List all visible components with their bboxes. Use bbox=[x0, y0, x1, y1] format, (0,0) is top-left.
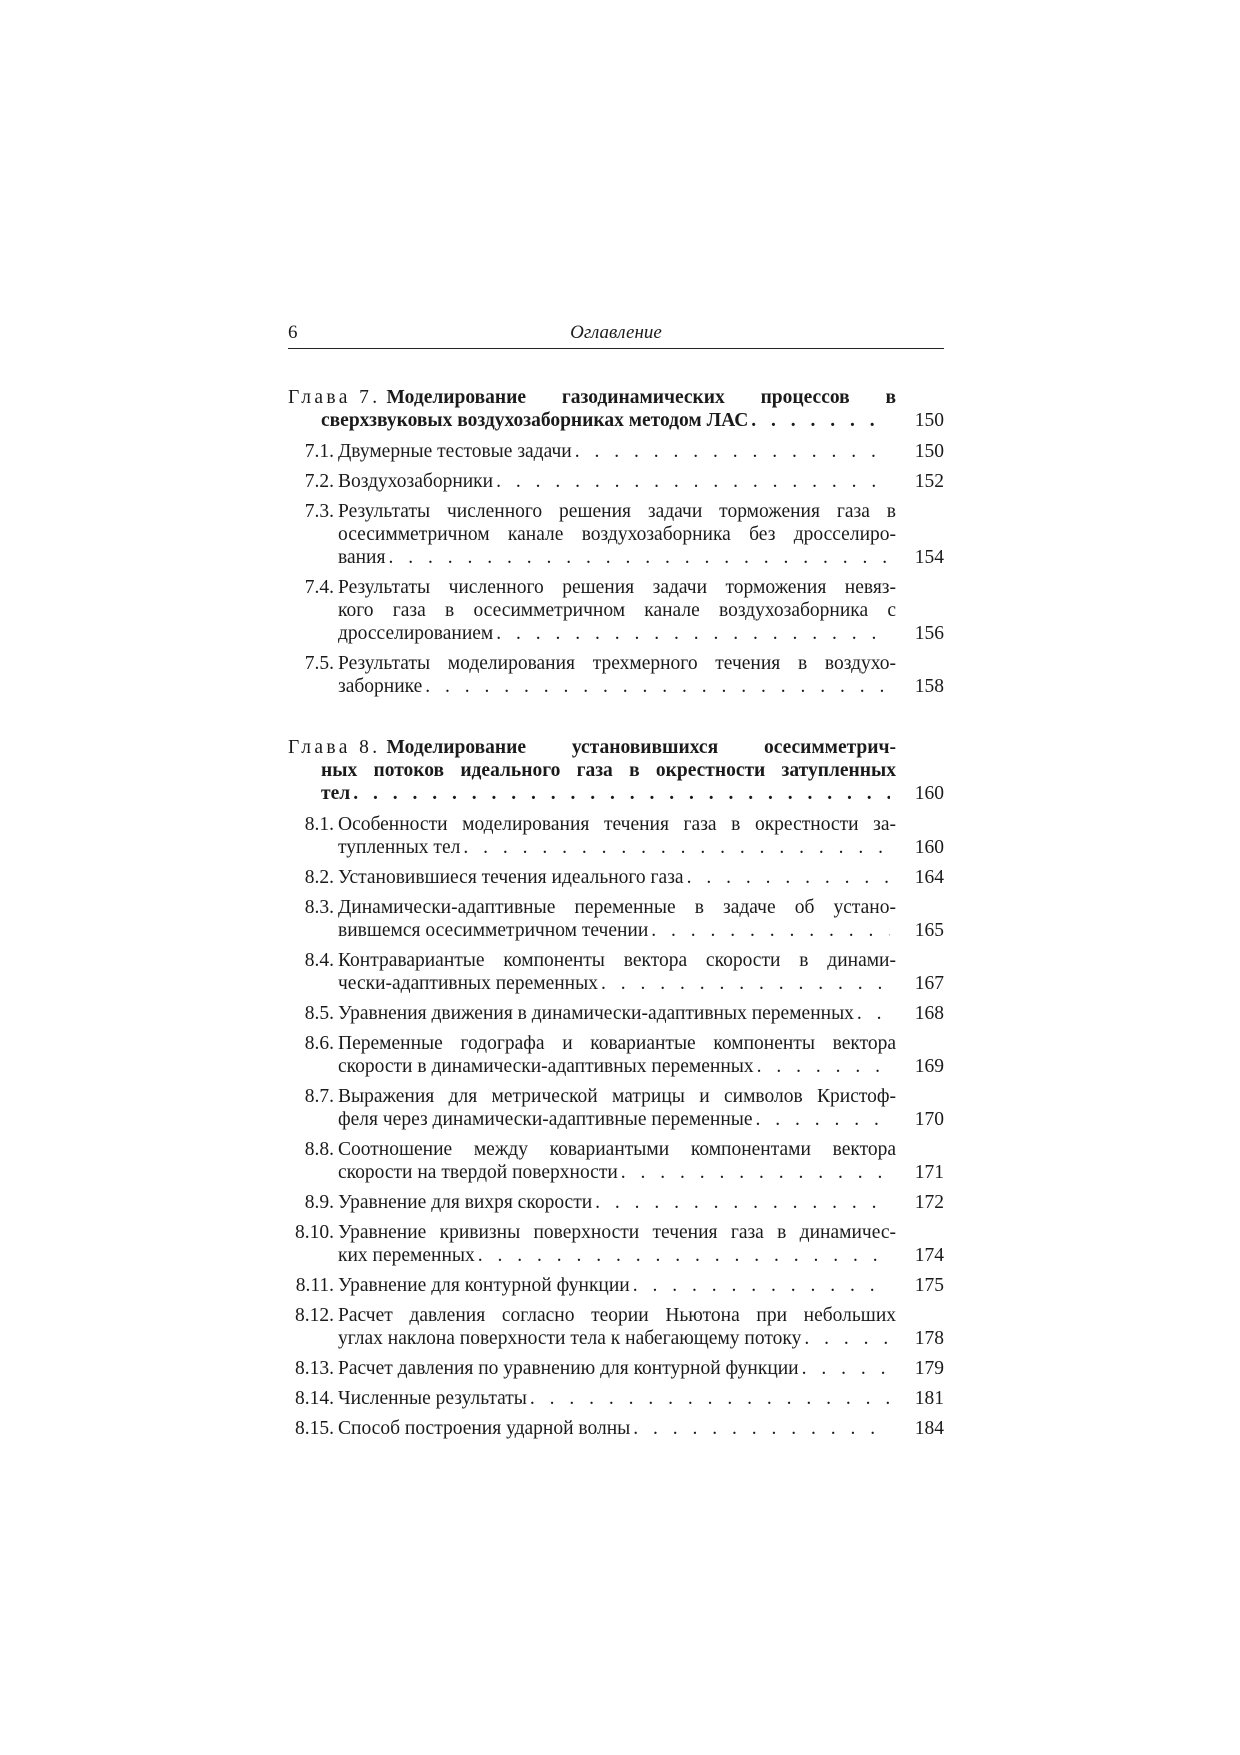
section-title-text: Воздухозаборники bbox=[338, 471, 494, 492]
section-title-text: Расчет давления по уравнению для контурной функции bbox=[338, 1358, 799, 1379]
section-title-last-line bbox=[338, 470, 896, 493]
toc-entry-section[interactable] bbox=[288, 440, 944, 463]
section-title-block bbox=[288, 1357, 896, 1380]
page-number: 6 bbox=[288, 322, 298, 343]
section-page-number: 168 bbox=[914, 1003, 944, 1024]
section-title-line: Результаты моделирования трехмерного течения в воздухо- bbox=[338, 653, 896, 674]
section-number: 8.6. bbox=[304, 1033, 334, 1054]
section-title-line: Динамически-адаптивные переменные в задаче об устано- bbox=[338, 897, 896, 918]
section-title-block bbox=[288, 1085, 896, 1131]
toc-entry-section[interactable] bbox=[288, 1417, 944, 1440]
section-number: 8.11. bbox=[295, 1275, 334, 1296]
chapter-heading bbox=[288, 386, 896, 409]
section-page-number: 156 bbox=[914, 623, 944, 644]
section-title-block bbox=[288, 1032, 896, 1078]
section-title bbox=[338, 813, 896, 859]
dot-leader bbox=[757, 1055, 890, 1078]
toc-entry-section[interactable] bbox=[288, 500, 944, 569]
section-title-last-line bbox=[338, 1002, 896, 1025]
section-page-number: 152 bbox=[914, 471, 944, 492]
dot-leader bbox=[756, 1108, 890, 1131]
section-page-number: 170 bbox=[914, 1109, 944, 1130]
section-title-text: чески-адаптивных переменных bbox=[338, 973, 598, 994]
section-page-number: 160 bbox=[914, 837, 944, 858]
section-title-block bbox=[288, 866, 896, 889]
chapter-page-number: 160 bbox=[914, 783, 944, 804]
section-title-line: Результаты численного решения задачи торможения газа в bbox=[338, 501, 896, 522]
section-number: 7.5. bbox=[304, 653, 334, 674]
chapter-block bbox=[288, 736, 944, 1440]
dot-leader bbox=[804, 1327, 890, 1350]
dot-leader bbox=[802, 1357, 890, 1380]
section-title-block bbox=[288, 470, 896, 493]
chapter-label: Глава 7. bbox=[288, 387, 381, 408]
toc-entry-section[interactable] bbox=[288, 1357, 944, 1380]
toc-entry-section[interactable] bbox=[288, 866, 944, 889]
header-rule bbox=[288, 348, 944, 349]
section-title-text: Уравнение для вихря скорости bbox=[338, 1192, 593, 1213]
chapter-title-text: сверхзвуковых воздухозаборниках методом ЛАС bbox=[321, 410, 749, 431]
section-title-line: Переменные годографа и ковариантые компоненты вектора bbox=[338, 1033, 896, 1054]
dot-leader bbox=[687, 866, 890, 889]
section-title-block bbox=[288, 500, 896, 569]
section-title-last-line bbox=[338, 1387, 896, 1410]
section-title-last-line bbox=[338, 1357, 896, 1380]
chapter-page-number: 150 bbox=[914, 410, 944, 431]
toc-entry-section[interactable] bbox=[288, 1387, 944, 1410]
dot-leader bbox=[463, 836, 890, 859]
section-page-number: 158 bbox=[914, 676, 944, 697]
section-title bbox=[338, 652, 896, 698]
section-title bbox=[338, 1304, 896, 1350]
section-page-number: 167 bbox=[914, 973, 944, 994]
section-title bbox=[338, 896, 896, 942]
dot-leader bbox=[478, 1244, 890, 1267]
chapter-title-line: Моделирование установившихся осесимметрич- bbox=[386, 737, 896, 758]
section-title-last-line bbox=[338, 622, 896, 645]
section-number: 8.13. bbox=[295, 1358, 334, 1379]
section-title-line: Особенности моделирования течения газа в окрестности за- bbox=[338, 814, 896, 835]
section-title-block bbox=[288, 1221, 896, 1267]
section-page-number: 178 bbox=[914, 1328, 944, 1349]
section-title bbox=[338, 470, 896, 493]
section-page-number: 171 bbox=[914, 1162, 944, 1183]
section-title-text: Двумерные тестовые задачи bbox=[338, 441, 572, 462]
toc-entry-section[interactable] bbox=[288, 1191, 944, 1214]
section-title-line: Выражения для метрической матрицы и символов Кристоф- bbox=[338, 1086, 896, 1107]
section-title-last-line bbox=[338, 1417, 896, 1440]
section-number: 8.1. bbox=[304, 814, 334, 835]
section-title bbox=[338, 1274, 896, 1297]
running-head bbox=[288, 322, 944, 346]
chapter-heading bbox=[288, 736, 896, 759]
section-title bbox=[338, 1417, 896, 1440]
section-number: 7.1. bbox=[304, 441, 334, 462]
dot-leader bbox=[651, 919, 890, 942]
section-number: 7.3. bbox=[304, 501, 334, 522]
toc-entry-section[interactable] bbox=[288, 896, 944, 942]
section-title-block bbox=[288, 1002, 896, 1025]
chapter-title-last-line bbox=[288, 782, 896, 805]
section-title bbox=[338, 1138, 896, 1184]
section-title-text: скорости в динамически-адаптивных переменных bbox=[338, 1056, 754, 1077]
section-title-last-line bbox=[338, 1108, 896, 1131]
dot-leader bbox=[601, 972, 890, 995]
section-title-last-line bbox=[338, 1244, 896, 1267]
toc-entry-section[interactable] bbox=[288, 1221, 944, 1267]
section-title-line: Контравариантые компоненты вектора скорости в динами- bbox=[338, 950, 896, 971]
section-title-block bbox=[288, 1387, 896, 1410]
section-title bbox=[338, 500, 896, 569]
section-title-last-line bbox=[338, 675, 896, 698]
section-page-number: 172 bbox=[914, 1192, 944, 1213]
section-title-text: вившемся осесимметричном течении bbox=[338, 920, 649, 941]
section-title-last-line bbox=[338, 972, 896, 995]
section-title-line: Результаты численного решения задачи торможения невяз- bbox=[338, 577, 896, 598]
section-number: 8.8. bbox=[304, 1139, 334, 1160]
section-title-block bbox=[288, 813, 896, 859]
section-number: 8.14. bbox=[295, 1388, 334, 1409]
section-title-last-line bbox=[338, 440, 896, 463]
section-title-text: Уравнение для контурной функции bbox=[338, 1275, 630, 1296]
section-title-last-line bbox=[338, 1191, 896, 1214]
dot-leader bbox=[353, 782, 890, 805]
section-page-number: 165 bbox=[914, 920, 944, 941]
section-page-number: 169 bbox=[914, 1056, 944, 1077]
section-title-last-line bbox=[338, 1055, 896, 1078]
section-title-last-line bbox=[338, 1327, 896, 1350]
chapter-title-text: тел bbox=[321, 783, 351, 804]
section-title bbox=[338, 1221, 896, 1267]
toc-entry-chapter[interactable] bbox=[288, 736, 944, 805]
section-title-text: скорости на твердой поверхности bbox=[338, 1162, 618, 1183]
chapter-title-last-line bbox=[288, 409, 896, 432]
section-page-number: 164 bbox=[914, 867, 944, 888]
section-page-number: 175 bbox=[914, 1275, 944, 1296]
section-title-text: ких переменных bbox=[338, 1245, 475, 1266]
toc-entry-section[interactable] bbox=[288, 652, 944, 698]
dot-leader bbox=[621, 1161, 890, 1184]
chapter-title-block bbox=[288, 736, 896, 805]
section-title-last-line bbox=[338, 836, 896, 859]
toc-entry-section[interactable] bbox=[288, 576, 944, 645]
section-title-line: Соотношение между ковариантыми компонентами вектора bbox=[338, 1139, 896, 1160]
section-number: 8.9. bbox=[304, 1192, 334, 1213]
toc-entry-section[interactable] bbox=[288, 949, 944, 995]
section-number: 7.4. bbox=[304, 577, 334, 598]
toc-entry-section[interactable] bbox=[288, 1085, 944, 1131]
section-title bbox=[338, 1191, 896, 1214]
dot-leader bbox=[633, 1274, 890, 1297]
dot-leader bbox=[388, 546, 890, 569]
dot-leader bbox=[496, 622, 890, 645]
section-number: 8.2. bbox=[304, 867, 334, 888]
section-number: 8.7. bbox=[304, 1086, 334, 1107]
chapter-title-line: Моделирование газодинамических процессов в bbox=[386, 387, 896, 408]
section-title-text: Установившиеся течения идеального газа bbox=[338, 867, 684, 888]
section-title bbox=[338, 440, 896, 463]
section-title-text: дросселированием bbox=[338, 623, 494, 644]
section-title-line: Уравнение кривизны поверхности течения газа в динамичес- bbox=[338, 1222, 896, 1243]
section-title-block bbox=[288, 949, 896, 995]
section-title bbox=[338, 1032, 896, 1078]
running-title: Оглавление bbox=[570, 322, 662, 343]
section-title-text: тупленных тел bbox=[338, 837, 461, 858]
chapter-title-block bbox=[288, 386, 896, 432]
section-title-block bbox=[288, 652, 896, 698]
toc-entry-section[interactable] bbox=[288, 470, 944, 493]
toc-entry-section[interactable] bbox=[288, 813, 944, 859]
section-title-block bbox=[288, 1304, 896, 1350]
section-number: 7.2. bbox=[304, 471, 334, 492]
dot-leader bbox=[857, 1002, 890, 1025]
section-title-last-line bbox=[338, 866, 896, 889]
section-title-last-line bbox=[338, 1274, 896, 1297]
section-title-last-line bbox=[338, 1161, 896, 1184]
section-number: 8.4. bbox=[304, 950, 334, 971]
section-title-text: Способ построения ударной волны bbox=[338, 1418, 631, 1439]
section-title-block bbox=[288, 1274, 896, 1297]
section-title-last-line bbox=[338, 546, 896, 569]
section-title-text: Численные результаты bbox=[338, 1388, 527, 1409]
section-title bbox=[338, 1002, 896, 1025]
section-title-text: заборнике bbox=[338, 676, 423, 697]
section-title-block bbox=[288, 1191, 896, 1214]
section-number: 8.3. bbox=[304, 897, 334, 918]
section-title-text: феля через динамически-адаптивные переменные bbox=[338, 1109, 753, 1130]
toc-entry-section[interactable] bbox=[288, 1274, 944, 1297]
section-number: 8.10. bbox=[295, 1222, 334, 1243]
section-title-text: Уравнения движения в динамически-адаптивных переменных bbox=[338, 1003, 854, 1024]
section-title bbox=[338, 1085, 896, 1131]
dot-leader bbox=[530, 1387, 890, 1410]
section-title-block bbox=[288, 440, 896, 463]
section-page-number: 174 bbox=[914, 1245, 944, 1266]
section-title bbox=[338, 576, 896, 645]
section-title-text: углах наклона поверхности тела к набегающему потоку bbox=[338, 1328, 802, 1349]
section-number: 8.12. bbox=[295, 1305, 334, 1326]
toc-entry-section[interactable] bbox=[288, 1138, 944, 1184]
toc-entry-chapter[interactable] bbox=[288, 386, 944, 432]
dot-leader bbox=[595, 1191, 890, 1214]
dot-leader bbox=[633, 1417, 890, 1440]
section-page-number: 154 bbox=[914, 547, 944, 568]
chapter-title-line: ных потоков идеального газа в окрестности затупленных bbox=[321, 760, 896, 781]
dot-leader bbox=[751, 409, 890, 432]
section-title-line: осесимметричном канале воздухозаборника без дросселиро- bbox=[338, 524, 896, 545]
chapter-label: Глава 8. bbox=[288, 737, 381, 758]
section-title bbox=[338, 1357, 896, 1380]
toc-entry-section[interactable] bbox=[288, 1032, 944, 1078]
section-title bbox=[338, 949, 896, 995]
section-title-last-line bbox=[338, 919, 896, 942]
toc-entry-section[interactable] bbox=[288, 1002, 944, 1025]
section-title-block bbox=[288, 1138, 896, 1184]
section-page-number: 179 bbox=[914, 1358, 944, 1379]
section-page-number: 181 bbox=[914, 1388, 944, 1409]
section-title-text: вания bbox=[338, 547, 386, 568]
section-title bbox=[338, 866, 896, 889]
section-number: 8.15. bbox=[295, 1418, 334, 1439]
section-title-block bbox=[288, 1417, 896, 1440]
toc-entry-section[interactable] bbox=[288, 1304, 944, 1350]
section-title-block bbox=[288, 896, 896, 942]
section-title-line: Расчет давления согласно теории Ньютона при небольших bbox=[338, 1305, 896, 1326]
section-title-block bbox=[288, 576, 896, 645]
table-of-contents bbox=[288, 386, 944, 1449]
dot-leader bbox=[425, 675, 890, 698]
dot-leader bbox=[575, 440, 890, 463]
section-number: 8.5. bbox=[304, 1003, 334, 1024]
chapter-block bbox=[288, 386, 944, 698]
section-title-line: кого газа в осесимметричном канале воздухозаборника с bbox=[338, 600, 896, 621]
section-page-number: 150 bbox=[914, 441, 944, 462]
section-title bbox=[338, 1387, 896, 1410]
section-page-number: 184 bbox=[914, 1418, 944, 1439]
dot-leader bbox=[496, 470, 890, 493]
